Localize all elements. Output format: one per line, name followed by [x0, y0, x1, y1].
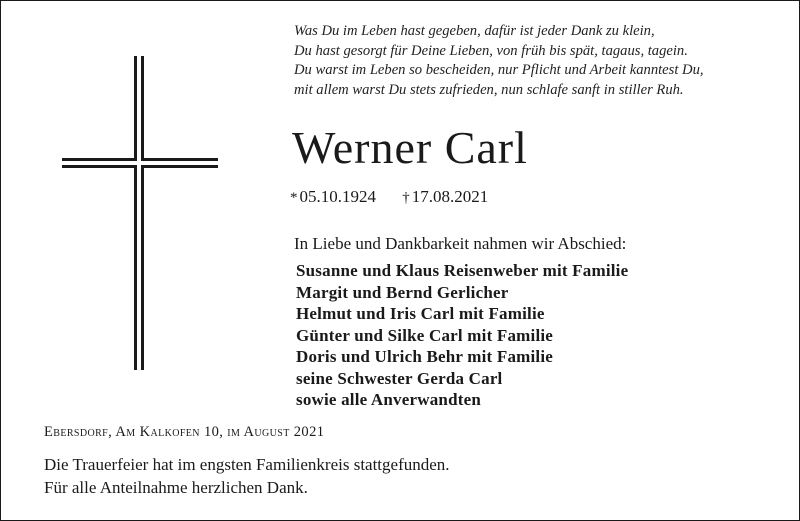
birth-date: 05.10.1924 [299, 187, 376, 206]
life-dates [290, 186, 488, 209]
poem-line: Du hast gesorgt für Deine Lieben, von früh bis spät, tagaus, tagein. [294, 42, 688, 59]
footer-line: Die Trauerfeier hat im engsten Familienkreis stattgefunden. [44, 455, 450, 474]
poem-line: Was Du im Leben hast gegeben, dafür ist jeder Dank zu klein, [294, 23, 655, 39]
farewell-intro: In Liebe und Dankbarkeit nahmen wir Abschied: [294, 234, 627, 253]
mourner-entry: Susanne und Klaus Reisenweber mit Familie [296, 261, 629, 280]
death-date: 17.08.2021 [411, 187, 489, 206]
mourner-entry: seine Schwester Gerda Carl [296, 368, 503, 388]
footer-line: Für alle Anteilnahme herzlichen Dank. [44, 478, 308, 497]
poem [294, 22, 774, 100]
mourner-entry: Doris und Ulrich Behr mit Familie [296, 347, 554, 366]
birth-star-icon: * [290, 190, 298, 206]
place-and-date: Ebersdorf, Am Kalkofen 10, im August 2021 [44, 424, 325, 440]
poem-line: mit allem warst Du stets zufrieden, nun schlafe sanft in stiller Ruh. [294, 81, 684, 98]
deceased-name: Werner Carl [292, 122, 528, 173]
cross-icon [62, 56, 218, 370]
mourner-entry: Margit und Bernd Gerlicher [296, 282, 509, 302]
poem-line: Du warst im Leben so bescheiden, nur Pflicht und Arbeit kanntest Du, [294, 62, 704, 79]
mourner-entry: Helmut und Iris Carl mit Familie [296, 304, 545, 323]
mourners-list [296, 260, 628, 411]
mourner-entry: sowie alle Anverwandten [296, 390, 481, 409]
mourner-entry: Günter und Silke Carl mit Familie [296, 325, 554, 345]
death-dagger-icon: † [402, 190, 410, 206]
footer-note [44, 453, 450, 499]
